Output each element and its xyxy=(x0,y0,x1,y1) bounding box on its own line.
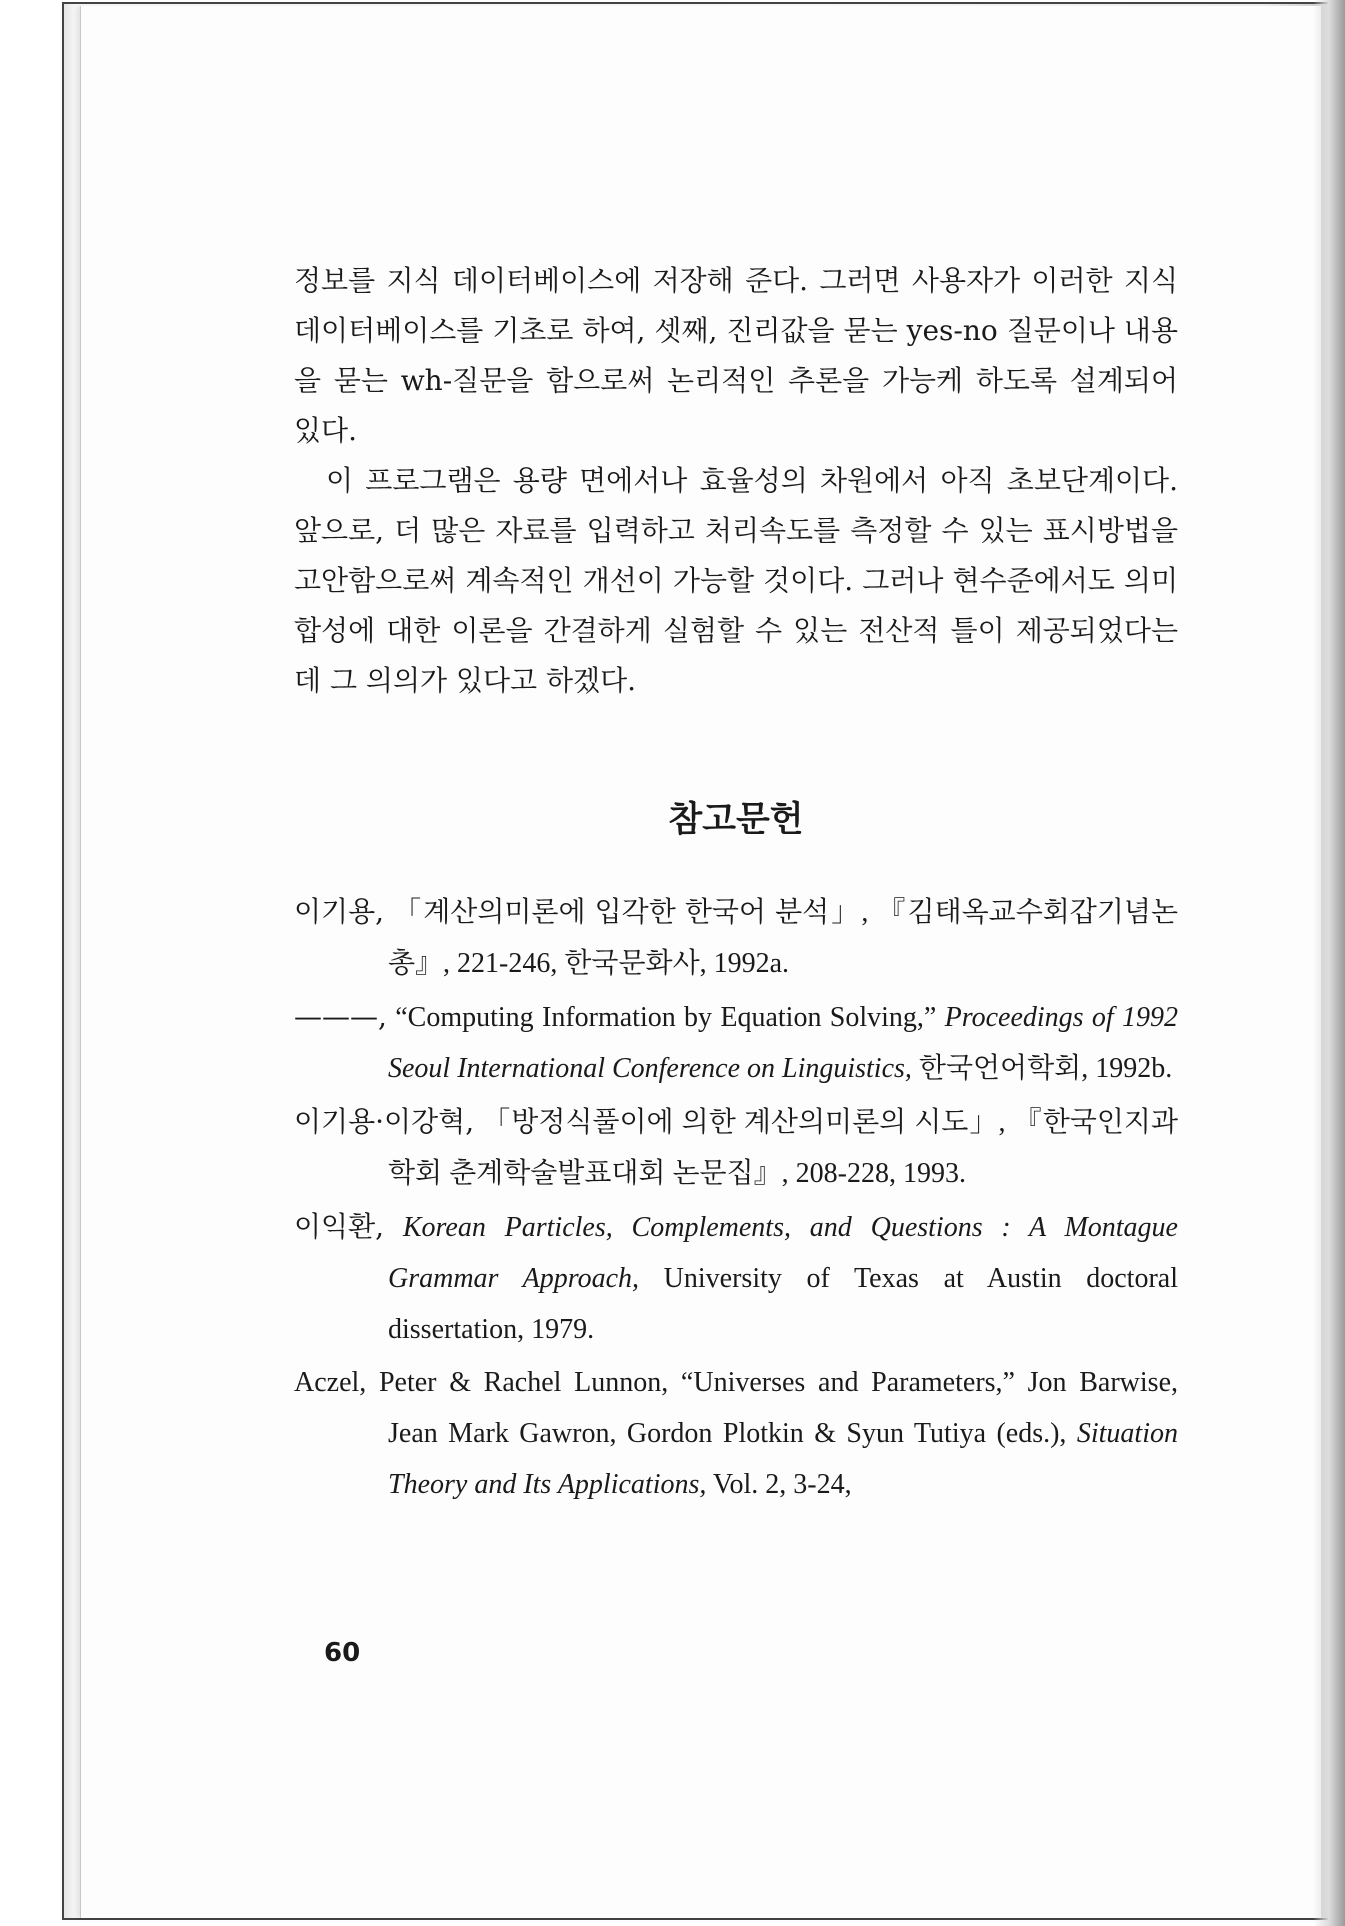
reference-text: “Universes and Parameters,” Jon Barwise, Jean Mark Gawron, Gordon Plotkin & Syun Tutiya (eds.), xyxy=(388,1367,1179,1449)
page-edge-shadow xyxy=(1313,0,1345,1926)
reference-text: “Computing Information by Equation Solving,” xyxy=(386,1002,945,1033)
reference-title: Situation Theory and Its Applications, xyxy=(388,1418,1178,1500)
reference-entry xyxy=(294,1201,1178,1355)
reference-text: University of Texas at Austin doctoral dissertation, 1979. xyxy=(388,1263,1178,1345)
reference-entry xyxy=(294,1357,1178,1510)
reference-author: ———, xyxy=(294,1000,387,1033)
reference-entry xyxy=(294,886,1178,989)
reference-title: Korean Particles, Complements, and Questions : A Montague Grammar Approach, xyxy=(384,1212,1178,1294)
page-number: 60 xyxy=(324,1638,361,1668)
reference-title: Proceedings of 1992 Seoul International Conference on Linguistics, xyxy=(388,1002,1178,1084)
body-paragraph-1: 정보를 지식 데이터베이스에 저장해 준다. 그러면 사용자가 이러한 지식 데이터베이스를 기초로 하여, 셋째, 진리값을 묻는 yes-no 질문이나 내용을 묻는 wh-질문을 함으로써 논리적인 추론을 가능케 하도록 설계되어 있다. xyxy=(294,264,1178,447)
references-heading: 참고문헌 xyxy=(668,800,804,840)
reference-text: 「방정식풀이에 의한 계산의미론의 시도」, 『한국인지과학회 춘계학술발표대회 논문집』, 208-228, 1993. xyxy=(388,1107,1178,1189)
body-paragraph-2: 이 프로그램은 용량 면에서나 효율성의 차원에서 아직 초보단계이다. 앞으로, 더 많은 자료를 입력하고 처리속도를 측정할 수 있는 표시방법을 고안함으로써 계속적인 개선이 가능할 것이다. 그러나 현수준에서도 의미합성에 대한 이론을 간결하게 실험할 수 있는 전산적 틀이 제공되었다는 데 그 의의가 있다고 하겠다. xyxy=(294,464,1178,697)
reference-text: 「계산의미론에 입각한 한국어 분석」, 『김태옥교수회갑기념논총』, 221-246, 한국문화사, 1992a. xyxy=(384,897,1178,979)
page-content xyxy=(294,256,1178,1512)
reference-text: 한국언어학회, 1992b. xyxy=(911,1053,1173,1084)
reference-list xyxy=(294,886,1178,1510)
reference-author: 이기용·이강혁, xyxy=(294,1105,475,1138)
reference-author: 이기용, xyxy=(294,895,385,928)
reference-entry xyxy=(294,991,1178,1094)
reference-text: Vol. 2, 3-24, xyxy=(706,1469,852,1500)
reference-author: Aczel, Peter & Rachel Lunnon, xyxy=(294,1367,669,1398)
reference-entry xyxy=(294,1096,1178,1199)
reference-author: 이익환, xyxy=(294,1210,385,1243)
